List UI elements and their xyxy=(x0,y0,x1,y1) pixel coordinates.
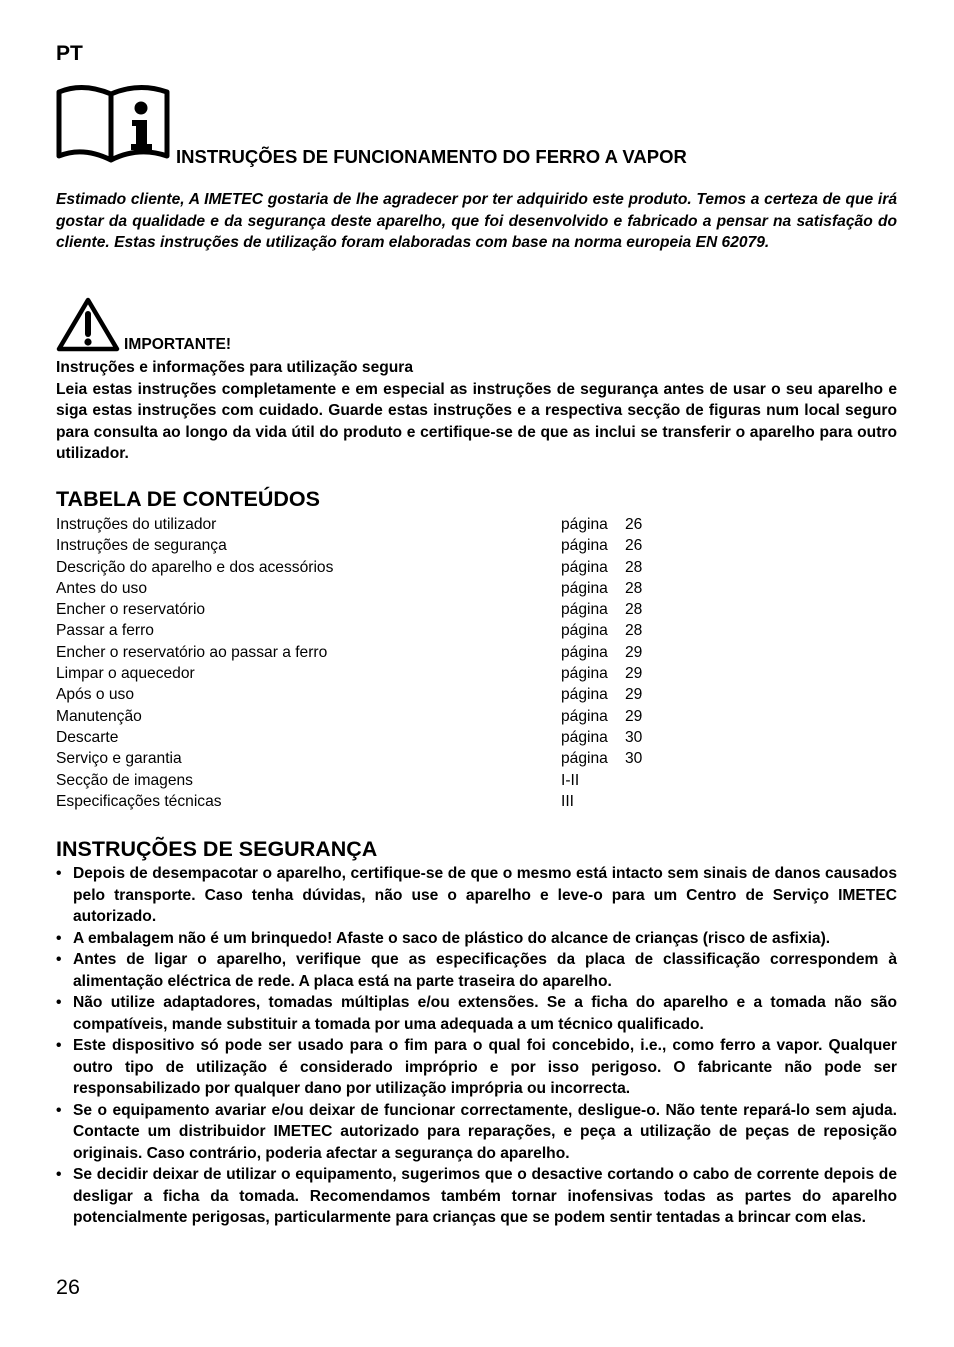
toc-entry-label: Encher o reservatório xyxy=(56,601,206,619)
toc-entry-label: Instruções do utilizador xyxy=(56,516,217,533)
bullet-marker: • xyxy=(56,865,62,882)
toc-row xyxy=(56,770,676,791)
list-item-text: Depois de desempacotar o aparelho, certifique-se de que o mesmo está intacto sem sinais de danos causados pelo transporte. Caso tenha dúvidas, não use o aparelho e leve-o para um Centro de Serviço IMETEC autorizado. xyxy=(73,865,897,925)
language-code: PT xyxy=(56,42,83,65)
toc-entry-page-number: 29 xyxy=(625,707,643,725)
toc-entry-page-number: 28 xyxy=(625,601,643,619)
toc-entry-page-word: página xyxy=(561,643,608,661)
warning-triangle-icon xyxy=(56,296,120,352)
list-item-text: Não utilize adaptadores, tomadas múltiplas e/ou extensões. Se a ficha do aparelho e a tomada não são compatíveis, mande substituir a tomada por uma adequada a um técnico qualificado. xyxy=(73,994,897,1033)
intro-paragraph: Estimado cliente, A IMETEC gostaria de lhe agradecer por ter adquirido este produto. Temos a certeza de que irá gostar da qualidade e da segurança deste aparelho, que foi desenvolvido e fabricado a pensar na satisfação do cliente. Estas instruções de utilização foram elaboradas com base na norma europeia EN 62079. xyxy=(56,191,897,251)
list-item xyxy=(56,928,897,950)
toc-entry-label: Limpar o aquecedor xyxy=(56,665,195,683)
toc-heading: TABELA DE CONTEÚDOS xyxy=(56,487,320,511)
safety-notice xyxy=(56,357,897,465)
book-info-icon xyxy=(56,84,171,166)
toc-entry-page-word: página xyxy=(561,579,608,597)
toc-entry-page-number: 26 xyxy=(625,537,643,555)
toc-entry-page-word: página xyxy=(561,707,608,725)
toc-entry-page-word: página xyxy=(561,516,608,533)
list-item xyxy=(56,949,897,992)
bullet-marker: • xyxy=(56,1037,62,1054)
toc-entry-page-word: página xyxy=(561,728,608,746)
toc-entry-page-word: página xyxy=(561,601,608,619)
list-item xyxy=(56,992,897,1035)
toc-entry-page-number: 26 xyxy=(625,516,643,533)
list-item-text: A embalagem não é um brinquedo! Afaste o saco de plástico do alcance de crianças (risco de asfixia). xyxy=(73,929,831,947)
toc-entry-page-number: 30 xyxy=(625,750,643,768)
toc-row xyxy=(56,663,676,684)
toc-entry-label: Manutenção xyxy=(56,707,142,725)
toc-row xyxy=(56,535,676,556)
toc-entry-page-word: página xyxy=(561,686,608,704)
toc-entry-label: Descarte xyxy=(56,728,119,746)
toc-entry-label: Após o uso xyxy=(56,686,135,704)
safety-notice-body: Leia estas instruções completamente e em especial as instruções de segurança antes de usar o seu aparelho e siga estas instruções com cuidado. Guarde estas instruções e a respectiva secção de figuras num local seguro para consulta ao longo da vida útil do produto e certifique-se de que as inclui se transferir o aparelho para outro utilizador. xyxy=(56,380,897,462)
toc-entry-page-number: 28 xyxy=(625,558,643,576)
list-item-text: Este dispositivo só pode ser usado para o fim para o qual foi concebido, i.e., como ferro a vapor. Qualquer outro tipo de utilização é considerado impróprio e por isso perigoso. O fabricante não pode ser responsabilizado por qualquer dano por utilização imprópria ou incorrecta. xyxy=(73,1037,897,1097)
toc-entry-page-number: 29 xyxy=(625,686,643,704)
toc-entry-label: Especificações técnicas xyxy=(56,792,222,810)
bullet-marker: • xyxy=(56,994,62,1011)
toc-entry-page-number: 30 xyxy=(625,728,643,746)
toc-entry-page-number: 29 xyxy=(625,665,643,683)
toc-row xyxy=(56,578,676,599)
toc-row xyxy=(56,642,676,663)
toc-row xyxy=(56,599,676,620)
toc-entry-page-number: 28 xyxy=(625,579,643,597)
toc-entry-page-word: III xyxy=(561,792,574,810)
bullet-marker: • xyxy=(56,1166,62,1183)
toc-entry-label: Instruções de segurança xyxy=(56,537,227,555)
safety-instructions-list xyxy=(56,863,897,1229)
bullet-marker: • xyxy=(56,951,62,968)
toc-row xyxy=(56,748,676,769)
toc-row xyxy=(56,684,676,705)
toc-entry-page-word: página xyxy=(561,622,608,640)
toc-entry-page-word: página xyxy=(561,558,608,576)
toc-entry-label: Secção de imagens xyxy=(56,771,193,789)
document-title: INSTRUÇÕES DE FUNCIONAMENTO DO FERRO A VAPOR xyxy=(176,146,687,167)
list-item-text: Se decidir deixar de utilizar o equipamento, sugerimos que o desactive cortando o cabo de corrente depois de desligar a ficha da tomada. Recomendamos também tornar inofensivas todas as partes do aparelho potencialmente perigosas, particularmente para crianças que se podem sentir tentadas a brincar com elas. xyxy=(73,1166,897,1226)
toc-row xyxy=(56,791,676,812)
list-item xyxy=(56,1035,897,1100)
toc-entry-page-number: 28 xyxy=(625,622,643,640)
list-item-text: Se o equipamento avariar e/ou deixar de funcionar correctamente, desligue-o. Não tente repará-lo sem ajuda. Contacte um distribuidor IMETEC autorizado para reparações, e peça a utilização de peças de reposição originais. Caso contrário, poderia afectar a segurança do aparelho. xyxy=(73,1101,897,1162)
toc-entry-page-number: 29 xyxy=(625,643,643,661)
toc-entry-label: Descrição do aparelho e dos acessórios xyxy=(56,558,334,576)
safety-heading: INSTRUÇÕES DE SEGURANÇA xyxy=(56,837,378,861)
toc-entry-page-word: página xyxy=(561,537,608,555)
toc-entry-page-word: página xyxy=(561,750,608,768)
toc-entry-label: Encher o reservatório ao passar a ferro xyxy=(56,643,328,661)
page-number: 26 xyxy=(56,1275,80,1299)
toc-row xyxy=(56,620,676,641)
toc-entry-page-word: página xyxy=(561,665,608,683)
bullet-marker: • xyxy=(56,929,62,947)
table-of-contents xyxy=(56,514,676,812)
toc-entry-page-word: I-II xyxy=(561,771,580,789)
list-item-text: Antes de ligar o aparelho, verifique que as especificações da placa de classificação correspondem à alimentação eléctrica de rede. A placa está na parte traseira do aparelho. xyxy=(73,951,897,990)
bullet-marker: • xyxy=(56,1101,62,1119)
toc-row xyxy=(56,727,676,748)
list-item xyxy=(56,863,897,928)
toc-entry-label: Serviço e garantia xyxy=(56,750,182,768)
important-label: IMPORTANTE! xyxy=(124,336,232,353)
safety-notice-subtitle: Instruções e informações para utilização segura xyxy=(56,359,414,376)
toc-row xyxy=(56,706,676,727)
toc-entry-label: Antes do uso xyxy=(56,579,148,597)
toc-row xyxy=(56,514,676,535)
list-item xyxy=(56,1164,897,1229)
toc-entry-label: Passar a ferro xyxy=(56,622,154,640)
list-item xyxy=(56,1100,897,1165)
toc-row xyxy=(56,557,676,578)
